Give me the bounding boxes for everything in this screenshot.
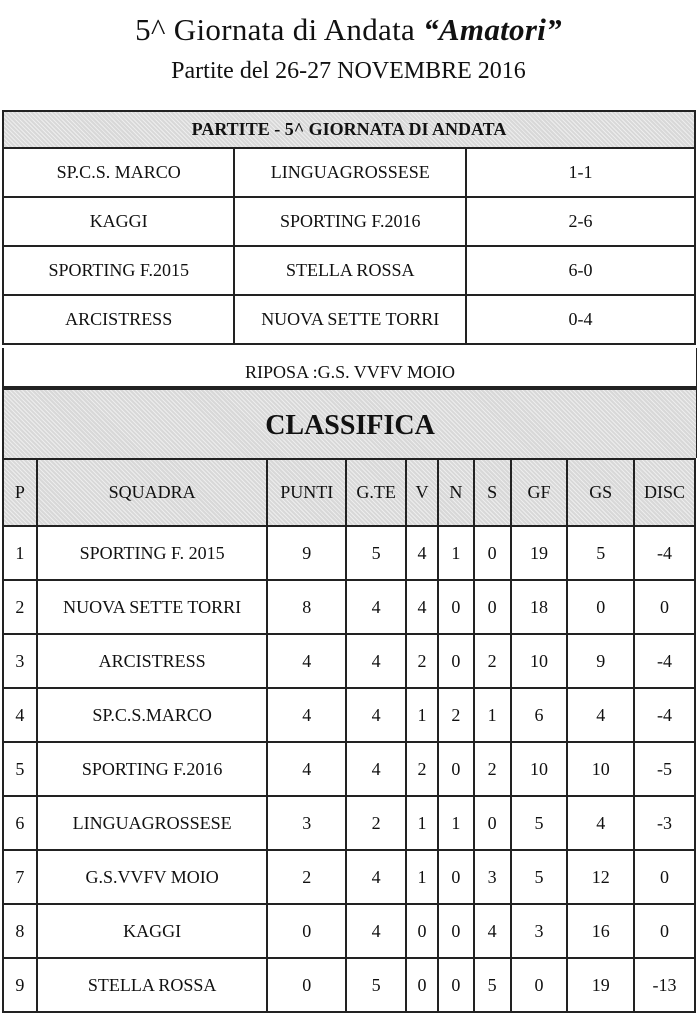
table-row (3, 904, 695, 958)
cell-col-team: STELLA ROSSA (37, 958, 268, 1012)
cell-col-goals-for: 10 (511, 742, 568, 796)
cell-col-goals-for: 18 (511, 580, 568, 634)
cell-col-goals-for: 6 (511, 688, 568, 742)
table-row (3, 958, 695, 1012)
table-row (3, 850, 695, 904)
cell-col-lost: 5 (474, 958, 511, 1012)
riposa-note: RIPOSA :G.S. VVFV MOIO (2, 348, 697, 388)
cell-col-goals-against: 5 (567, 526, 634, 580)
cell-col-pos: 1 (3, 526, 37, 580)
table-row (3, 634, 695, 688)
cell-col-points: 4 (267, 742, 346, 796)
cell-col-disc: 0 (634, 580, 695, 634)
cell-col-pos: 7 (3, 850, 37, 904)
header-col-disc: DISC (634, 459, 695, 526)
cell-col-team: LINGUAGROSSESE (37, 796, 268, 850)
cell-col-disc: 0 (634, 904, 695, 958)
match-home-team: KAGGI (3, 197, 234, 246)
header-col-pos: P (3, 459, 37, 526)
cell-col-disc: -4 (634, 688, 695, 742)
cell-col-points: 0 (267, 958, 346, 1012)
cell-col-lost: 3 (474, 850, 511, 904)
table-row (3, 742, 695, 796)
match-row (3, 246, 695, 295)
header-col-drawn: N (438, 459, 474, 526)
cell-col-won: 1 (406, 850, 438, 904)
match-row (3, 148, 695, 197)
match-away-team: LINGUAGROSSESE (234, 148, 466, 197)
cell-col-drawn: 0 (438, 634, 474, 688)
header-col-goals-for: GF (511, 459, 568, 526)
cell-col-goals-for: 5 (511, 796, 568, 850)
cell-col-won: 4 (406, 580, 438, 634)
cell-col-pos: 8 (3, 904, 37, 958)
cell-col-points: 4 (267, 634, 346, 688)
match-away-team: NUOVA SETTE TORRI (234, 295, 466, 344)
match-away-team: STELLA ROSSA (234, 246, 466, 295)
cell-col-drawn: 0 (438, 580, 474, 634)
match-score: 2-6 (466, 197, 695, 246)
matches-heading: PARTITE - 5^ GIORNATA DI ANDATA (3, 111, 695, 148)
cell-col-disc: -4 (634, 526, 695, 580)
cell-col-played: 4 (346, 688, 406, 742)
cell-col-lost: 0 (474, 796, 511, 850)
matches-table (2, 110, 696, 345)
cell-col-drawn: 1 (438, 526, 474, 580)
cell-col-drawn: 0 (438, 850, 474, 904)
cell-col-pos: 3 (3, 634, 37, 688)
cell-col-lost: 0 (474, 580, 511, 634)
match-score: 6-0 (466, 246, 695, 295)
cell-col-won: 0 (406, 958, 438, 1012)
cell-col-won: 2 (406, 742, 438, 796)
match-home-team: ARCISTRESS (3, 295, 234, 344)
classifica-heading: CLASSIFICA (2, 388, 697, 458)
page-subtitle: Partite del 26-27 NOVEMBRE 2016 (171, 58, 526, 84)
cell-col-played: 5 (346, 958, 406, 1012)
table-row (3, 796, 695, 850)
cell-col-lost: 2 (474, 634, 511, 688)
title-emphasis: “Amatori” (423, 12, 562, 47)
cell-col-points: 4 (267, 688, 346, 742)
cell-col-disc: -13 (634, 958, 695, 1012)
standings-header-row (3, 459, 695, 526)
cell-col-drawn: 2 (438, 688, 474, 742)
match-home-team: SP.C.S. MARCO (3, 148, 234, 197)
match-score: 1-1 (466, 148, 695, 197)
match-home-team: SPORTING F.2015 (3, 246, 234, 295)
cell-col-drawn: 0 (438, 958, 474, 1012)
standings-body (3, 526, 695, 1012)
match-away-team: SPORTING F.2016 (234, 197, 466, 246)
header-col-played: G.TE (346, 459, 406, 526)
header-col-lost: S (474, 459, 511, 526)
cell-col-won: 0 (406, 904, 438, 958)
cell-col-points: 3 (267, 796, 346, 850)
cell-col-team: ARCISTRESS (37, 634, 268, 688)
match-row (3, 197, 695, 246)
match-row (3, 295, 695, 344)
cell-col-drawn: 0 (438, 904, 474, 958)
cell-col-won: 1 (406, 688, 438, 742)
cell-col-points: 9 (267, 526, 346, 580)
table-row (3, 526, 695, 580)
cell-col-pos: 4 (3, 688, 37, 742)
cell-col-goals-for: 3 (511, 904, 568, 958)
table-row (3, 688, 695, 742)
cell-col-played: 2 (346, 796, 406, 850)
cell-col-played: 4 (346, 850, 406, 904)
cell-col-lost: 0 (474, 526, 511, 580)
cell-col-goals-against: 10 (567, 742, 634, 796)
cell-col-played: 4 (346, 904, 406, 958)
cell-col-goals-for: 19 (511, 526, 568, 580)
cell-col-goals-against: 12 (567, 850, 634, 904)
cell-col-disc: -3 (634, 796, 695, 850)
cell-col-won: 4 (406, 526, 438, 580)
cell-col-pos: 5 (3, 742, 37, 796)
cell-col-goals-against: 19 (567, 958, 634, 1012)
cell-col-played: 5 (346, 526, 406, 580)
cell-col-lost: 2 (474, 742, 511, 796)
cell-col-goals-for: 0 (511, 958, 568, 1012)
cell-col-played: 4 (346, 742, 406, 796)
cell-col-played: 4 (346, 634, 406, 688)
cell-col-disc: -5 (634, 742, 695, 796)
cell-col-goals-against: 16 (567, 904, 634, 958)
cell-col-points: 2 (267, 850, 346, 904)
cell-col-lost: 4 (474, 904, 511, 958)
header-col-goals-against: GS (567, 459, 634, 526)
cell-col-won: 2 (406, 634, 438, 688)
cell-col-team: SP.C.S.MARCO (37, 688, 268, 742)
cell-col-goals-against: 4 (567, 796, 634, 850)
cell-col-goals-against: 4 (567, 688, 634, 742)
cell-col-goals-for: 5 (511, 850, 568, 904)
standings-table (2, 458, 696, 1013)
cell-col-won: 1 (406, 796, 438, 850)
cell-col-team: G.S.VVFV MOIO (37, 850, 268, 904)
cell-col-points: 0 (267, 904, 346, 958)
cell-col-team: SPORTING F. 2015 (37, 526, 268, 580)
cell-col-pos: 9 (3, 958, 37, 1012)
cell-col-disc: 0 (634, 850, 695, 904)
title-text: 5^ Giornata di Andata (135, 12, 424, 47)
table-row (3, 580, 695, 634)
page-title (0, 10, 697, 50)
cell-col-pos: 2 (3, 580, 37, 634)
header-col-team: SQUADRA (37, 459, 268, 526)
header-col-points: PUNTI (267, 459, 346, 526)
cell-col-points: 8 (267, 580, 346, 634)
cell-col-drawn: 0 (438, 742, 474, 796)
cell-col-team: SPORTING F.2016 (37, 742, 268, 796)
cell-col-goals-for: 10 (511, 634, 568, 688)
cell-col-drawn: 1 (438, 796, 474, 850)
cell-col-played: 4 (346, 580, 406, 634)
cell-col-goals-against: 0 (567, 580, 634, 634)
match-score: 0-4 (466, 295, 695, 344)
cell-col-goals-against: 9 (567, 634, 634, 688)
cell-col-pos: 6 (3, 796, 37, 850)
header-col-won: V (406, 459, 438, 526)
cell-col-team: NUOVA SETTE TORRI (37, 580, 268, 634)
cell-col-lost: 1 (474, 688, 511, 742)
cell-col-team: KAGGI (37, 904, 268, 958)
cell-col-disc: -4 (634, 634, 695, 688)
